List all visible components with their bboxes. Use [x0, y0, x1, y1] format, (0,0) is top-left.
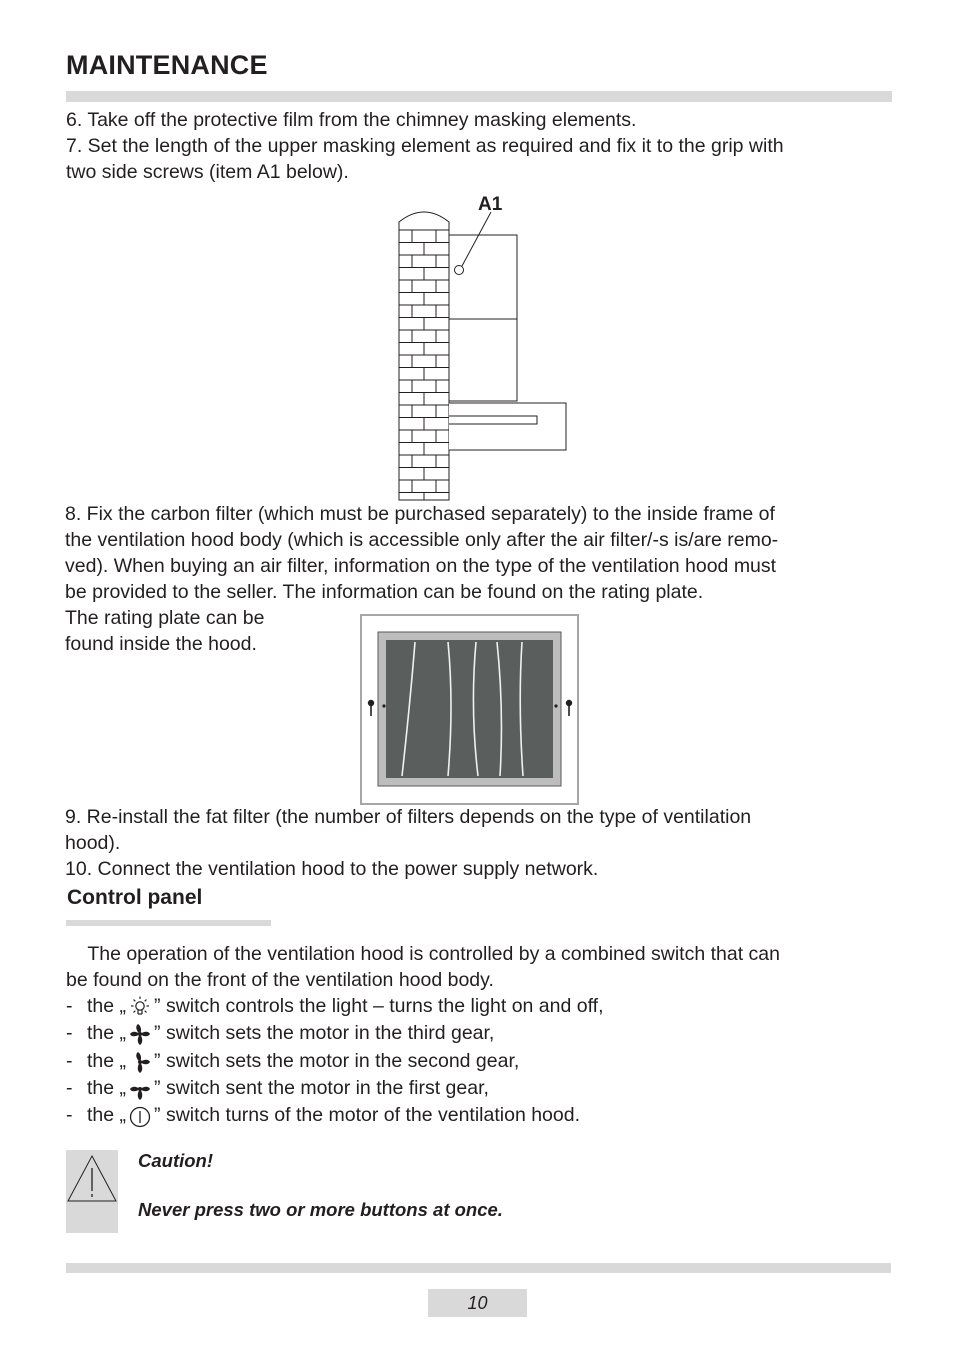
- list-text: ” switch sent the motor in the first gear,: [154, 1077, 489, 1099]
- list-text: ” switch turns of the motor of the ventilation hood.: [154, 1104, 581, 1126]
- page-title: MAINTENANCE: [66, 50, 268, 80]
- light-bulb-icon: [127, 995, 153, 1019]
- list-text: ” switch sets the motor in the second gear,: [154, 1050, 520, 1072]
- step-9-cont: hood).: [65, 832, 121, 854]
- caution-text: Never press two or more buttons at once.: [138, 1199, 503, 1220]
- footer-rule: [66, 1263, 891, 1273]
- rating-note-1: The rating plate can be: [65, 607, 265, 629]
- chimney-mount-diagram: [390, 190, 580, 505]
- list-item: [66, 1102, 580, 1129]
- list-item: [66, 1020, 494, 1047]
- page-number: 10: [428, 1289, 527, 1317]
- list-prefix: the „: [87, 1050, 127, 1072]
- list-prefix: the „: [87, 1077, 127, 1099]
- step-10: 10. Connect the ventilation hood to the power supply network.: [65, 858, 599, 880]
- control-panel-rule: [66, 920, 271, 926]
- fan-speed-3-icon: [127, 1022, 153, 1046]
- list-prefix: the „: [87, 995, 127, 1017]
- step-8-line-4: be provided to the seller. The information can be found on the rating plate.: [65, 581, 704, 603]
- list-text: ” switch sets the motor in the third gear,: [154, 1022, 495, 1044]
- rating-note-2: found inside the hood.: [65, 633, 257, 655]
- fan-speed-2-icon: [127, 1050, 153, 1074]
- power-off-icon: [127, 1104, 153, 1128]
- list-text: ” switch controls the light – turns the light on and off,: [154, 995, 604, 1017]
- header-rule: [66, 91, 892, 102]
- control-panel-title: Control panel: [67, 886, 203, 909]
- step-6: 6. Take off the protective film from the chimney masking elements.: [66, 109, 637, 131]
- list-prefix: the „: [87, 1104, 127, 1126]
- screw-a1: [455, 266, 464, 275]
- step-7: 7. Set the length of the upper masking element as required and fix it to the grip with: [66, 135, 784, 157]
- control-intro-2: be found on the front of the ventilation hood body.: [66, 969, 494, 991]
- list-item: [66, 1075, 489, 1102]
- list-dash: -: [66, 1050, 73, 1072]
- control-intro-1: The operation of the ventilation hood is controlled by a combined switch that can: [66, 943, 780, 965]
- carbon-filter-diagram: [360, 614, 580, 806]
- list-dash: -: [66, 1022, 73, 1044]
- step-9: 9. Re-install the fat filter (the number of filters depends on the type of ventilation: [65, 806, 752, 828]
- step-8-line-1: 8. Fix the carbon filter (which must be purchased separately) to the inside frame of: [65, 503, 775, 525]
- fan-speed-1-icon: [127, 1077, 153, 1101]
- list-item: [66, 993, 604, 1020]
- a1-label: A1: [478, 194, 503, 215]
- step-7-cont: two side screws (item A1 below).: [66, 161, 349, 183]
- caution-title: Caution!: [138, 1150, 214, 1171]
- list-dash: -: [66, 1077, 73, 1099]
- warning-box: [66, 1150, 118, 1233]
- step-8-line-3: ved). When buying an air filter, information on the type of the ventilation hood must: [65, 555, 777, 577]
- list-item: [66, 1048, 519, 1075]
- warning-triangle-icon: [66, 1150, 118, 1233]
- list-dash: -: [66, 995, 73, 1017]
- step-8-line-2: the ventilation hood body (which is accessible only after the air filter/-s is/are remo-: [65, 529, 779, 551]
- list-dash: -: [66, 1104, 73, 1126]
- list-prefix: the „: [87, 1022, 127, 1044]
